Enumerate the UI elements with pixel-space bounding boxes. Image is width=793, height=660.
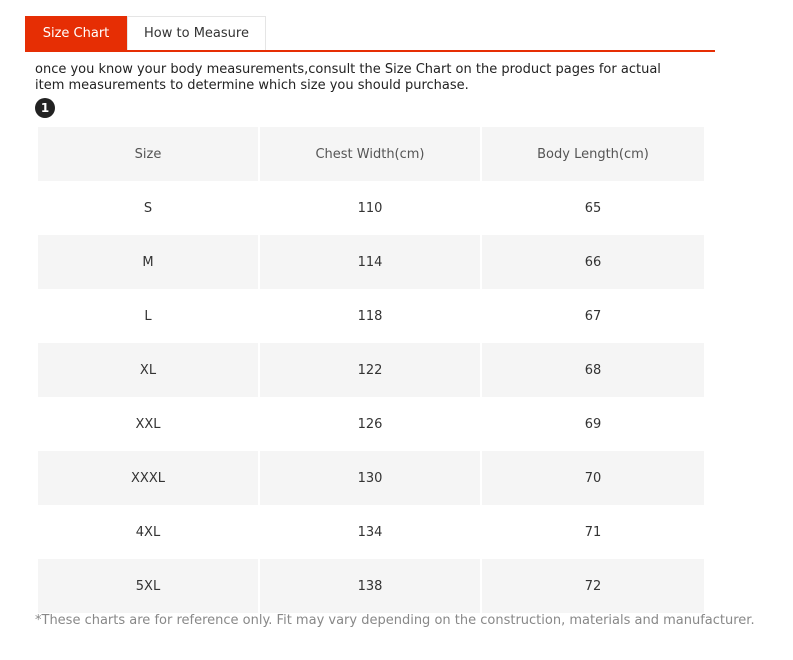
cell-chest-width: 118: [260, 289, 480, 343]
table-row: [38, 505, 704, 559]
size-tabs: [25, 16, 715, 52]
table-row: [38, 451, 704, 505]
header-body-length: Body Length(cm): [482, 127, 704, 181]
cell-chest-width: 114: [260, 235, 480, 289]
step-badge: 1: [35, 98, 55, 118]
cell-size: 5XL: [38, 559, 258, 613]
footnote: *These charts are for reference only. Fit may vary depending on the construction, materials and manufacturer.: [35, 613, 755, 628]
cell-body-length: 69: [482, 397, 704, 451]
cell-body-length: 70: [482, 451, 704, 505]
cell-chest-width: 122: [260, 343, 480, 397]
cell-size: M: [38, 235, 258, 289]
intro-text: once you know your body measurements,consult the Size Chart on the product pages for actual item measurements to determine which size you should purchase.: [35, 62, 661, 93]
header-chest-width: Chest Width(cm): [260, 127, 480, 181]
cell-size: XL: [38, 343, 258, 397]
cell-size: XXL: [38, 397, 258, 451]
cell-chest-width: 134: [260, 505, 480, 559]
cell-body-length: 72: [482, 559, 704, 613]
cell-size: XXXL: [38, 451, 258, 505]
cell-chest-width: 130: [260, 451, 480, 505]
table-row: [38, 289, 704, 343]
cell-body-length: 65: [482, 181, 704, 235]
table-row: [38, 559, 704, 613]
cell-chest-width: 110: [260, 181, 480, 235]
cell-body-length: 71: [482, 505, 704, 559]
table-row: [38, 397, 704, 451]
cell-size: S: [38, 181, 258, 235]
tab-size-chart[interactable]: Size Chart: [25, 16, 127, 50]
cell-chest-width: 126: [260, 397, 480, 451]
cell-body-length: 67: [482, 289, 704, 343]
tab-how-to-measure[interactable]: How to Measure: [127, 16, 266, 50]
header-size: Size: [38, 127, 258, 181]
cell-body-length: 66: [482, 235, 704, 289]
size-chart-table: [36, 127, 706, 613]
cell-body-length: 68: [482, 343, 704, 397]
table-row: [38, 235, 704, 289]
table-row: [38, 343, 704, 397]
cell-size: L: [38, 289, 258, 343]
table-row: [38, 181, 704, 235]
table-header-row: [38, 127, 704, 181]
cell-size: 4XL: [38, 505, 258, 559]
cell-chest-width: 138: [260, 559, 480, 613]
